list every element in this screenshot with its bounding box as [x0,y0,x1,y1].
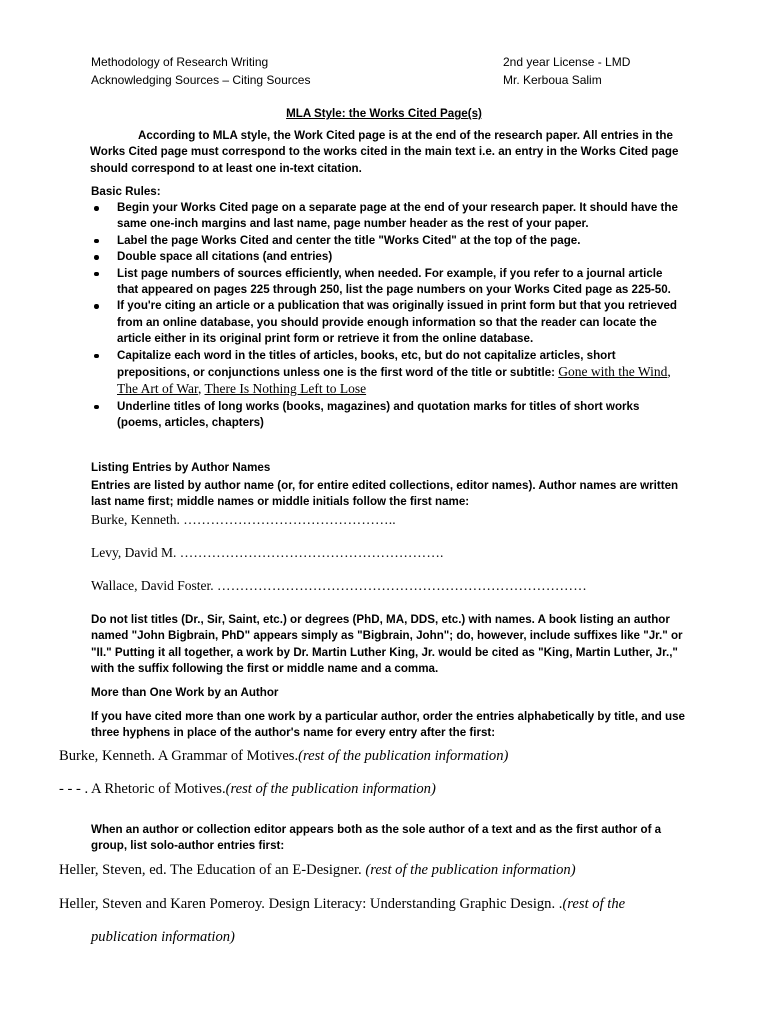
rule-item: Double space all citations (and entries) [90,249,680,265]
rule-item: Underline titles of long works (books, magazines) and quotation marks for titles of short works (poems, articles, chapters) [90,399,680,432]
author-entry: Wallace, David Foster. ……………………………………………………………………… [91,578,587,593]
rule-item: If you're citing an article or a publication that was originally issued in print form but that you retrieved from an online database, you should provide enough information so that the reader can locate the article either in its original print form or retrieve it from the online database. [90,298,680,347]
author-names-heading: Listing Entries by Author Names [91,461,271,474]
rule-item: Capitalize each word in the titles of articles, books, etc, but do not capitalize articles, short prepositions, or conjunctions unless one is the first word of the title or subtitle: Gone with the Wind, The Art of War, There Is Nothing Left to Lose [90,348,680,399]
class-header [503,53,630,89]
citation-example: - - - . A Rhetoric of Motives.(rest of the publication information) [59,781,436,797]
citation-example-continued: publication information) [91,929,235,945]
citation-example: Heller, Steven and Karen Pomeroy. Design Literacy: Understanding Graphic Design. .(rest of the [59,896,626,912]
example-title: Gone with the Wind [558,364,668,380]
more-than-one-paragraph: If you have cited more than one work by a particular author, order the entries alphabetically by title, and use three hyphens in place of the author's name for every entry after the first: [91,710,686,740]
class-level: 2nd year License - LMD [503,55,631,69]
example-title: The Art of War [117,381,198,397]
page-title: MLA Style: the Works Cited Page(s) [286,107,482,120]
lesson-title: Acknowledging Sources – Citing Sources [91,73,311,87]
basic-rules-heading: Basic Rules: [91,185,161,198]
author-entry: Burke, Kenneth. ……………………………………….. [91,512,396,527]
author-entry: Levy, David M. …………………………………………………. [91,545,444,560]
sole-author-paragraph: When an author or collection editor appears both as the sole author of a text and as the first author of a group, list solo-author entries first: [91,823,662,853]
citation-example: Heller, Steven, ed. The Education of an E-Designer. (rest of the publication information) [59,862,576,878]
more-than-one-heading: More than One Work by an Author [91,686,279,699]
basic-rules-list [90,200,680,432]
rule-item: Label the page Works Cited and center the title "Works Cited" at the top of the page. [90,233,680,249]
author-names-paragraph: Entries are listed by author name (or, for entire edited collections, editor names). Author names are written last name first; middle names or middle initials follow the first name: [91,479,679,509]
instructor-name: Mr. Kerboua Salim [503,73,602,87]
rule-item: List page numbers of sources efficiently, when needed. For example, if you refer to a journal article that appeared on pages 225 through 250, list the page numbers on your Works Cited page as 225-50. [90,266,680,299]
rule-item: Begin your Works Cited page on a separate page at the end of your research paper. It should have the same one-inch margins and last name, page number header as the rest of your paper. [90,200,680,233]
citation-example: Burke, Kenneth. A Grammar of Motives.(rest of the publication information) [59,748,509,764]
course-header [91,53,310,89]
example-title: There Is Nothing Left to Lose [204,381,367,397]
course-title: Methodology of Research Writing [91,55,269,69]
intro-paragraph: According to MLA style, the Work Cited page is at the end of the research paper. All entries in the Works Cited page must correspond to the works cited in the main text i.e. an entry in the Works Cited page should correspond to at least one in-text citation. [90,129,679,175]
titles-note-paragraph: Do not list titles (Dr., Sir, Saint, etc.) or degrees (PhD, MA, DDS, etc.) with names. A book listing an author named "John Bigbrain, PhD" appears simply as "Bigbrain, John"; do, however, include suffixes like "Jr." or "II." Putting it all together, a work by Dr. Martin Luther King, Jr. would be cited as "King, Martin Luther, Jr.," with the suffix following the first or middle name and a comma. [91,613,683,676]
